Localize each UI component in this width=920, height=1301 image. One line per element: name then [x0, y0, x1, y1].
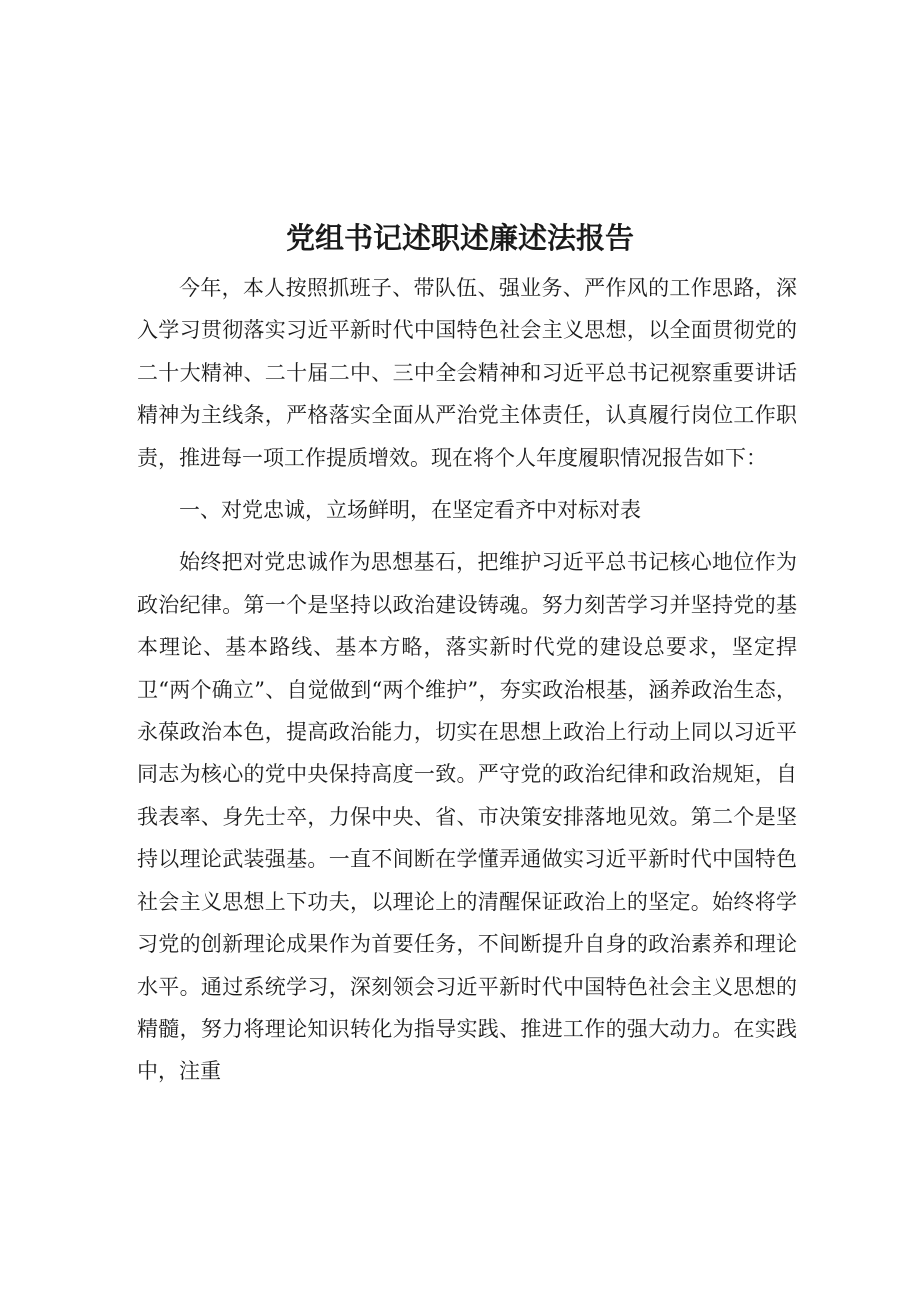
section-heading: 一、对党忠诚，立场鲜明，在坚定看齐中对标对表 [179, 498, 641, 523]
document-title: 党组书记述职述廉述法报告 [285, 221, 634, 255]
intro-paragraph: 今年，本人按照抓班子、带队伍、强业务、严作风的工作思路，深入学习贯彻落实习近平新时代中国特色社会主义思想，以全面贯彻党的二十大精神、二十届二中、三中全会精神和习近平总书记视察重要讲话精神为主线条，严格落实全面从严治党主体责任，认真履行岗位工作职责，推进每一项工作提质增效。现在将个人年度履职情况报告如下： [137, 276, 797, 470]
section-paragraph: 始终把对党忠诚作为思想基石，把维护习近平总书记核心地位作为政治纪律。第一个是坚持以政治建设铸魂。努力刻苦学习并坚持党的基本理论、基本路线、基本方略，落实新时代党的建设总要求，坚定捍卫“两个确立”、自觉做到“两个维护”，夯实政治根基，涵养政治生态，永葆政治本色，提高政治能力，切实在思想上政治上行动上同以习近平同志为核心的党中央保持高度一致。严守党的政治纪律和政治规矩，自我表率、身先士卒，力保中央、省、市决策安排落地见效。第二个是坚持以理论武装强基。一直不间断在学懂弄通做实习近平新时代中国特色社会主义思想上下功夫，以理论上的清醒保证政治上的坚定。始终将学习党的创新理论成果作为首要任务，不间断提升自身的政治素养和理论水平。通过系统学习，深刻领会习近平新时代中国特色社会主义思想的精髓，努力将理论知识转化为指导实践、推进工作的强大动力。在实践中，注重 [137, 550, 797, 1084]
document-body [137, 267, 797, 1093]
